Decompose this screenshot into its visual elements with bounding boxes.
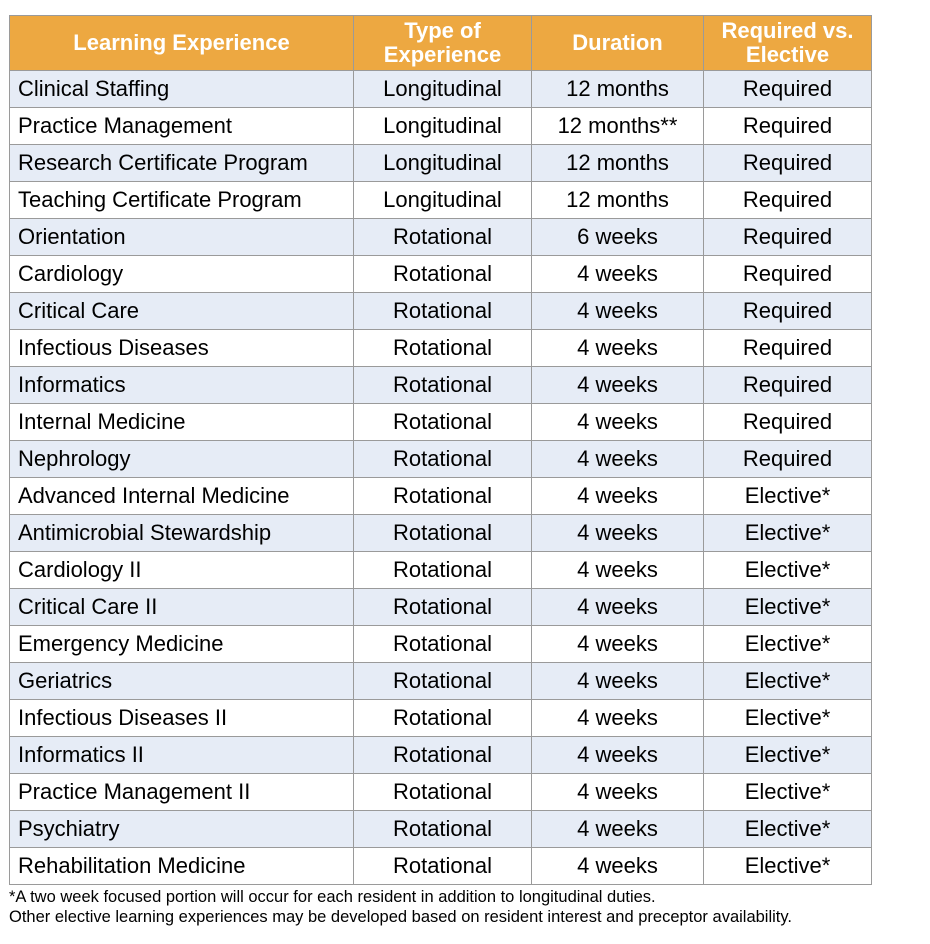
cell-duration: 12 months bbox=[532, 145, 704, 182]
table-row bbox=[10, 71, 872, 108]
cell-required-elective: Required bbox=[704, 441, 872, 478]
cell-type: Rotational bbox=[354, 478, 532, 515]
header-required-vs-elective: Required vs. Elective bbox=[704, 16, 872, 71]
cell-duration: 4 weeks bbox=[532, 330, 704, 367]
cell-required-elective: Required bbox=[704, 293, 872, 330]
cell-type: Rotational bbox=[354, 811, 532, 848]
cell-learning-experience: Informatics bbox=[10, 367, 354, 404]
table-row bbox=[10, 404, 872, 441]
cell-type: Rotational bbox=[354, 219, 532, 256]
cell-learning-experience: Infectious Diseases II bbox=[10, 700, 354, 737]
cell-type: Rotational bbox=[354, 293, 532, 330]
cell-required-elective: Elective* bbox=[704, 848, 872, 885]
footnote-other-electives: Other elective learning experiences may be developed based on resident interest and preceptor availability. bbox=[9, 908, 792, 926]
cell-duration: 12 months bbox=[532, 71, 704, 108]
cell-type: Longitudinal bbox=[354, 108, 532, 145]
cell-type: Longitudinal bbox=[354, 145, 532, 182]
cell-required-elective: Required bbox=[704, 219, 872, 256]
cell-duration: 12 months bbox=[532, 182, 704, 219]
cell-duration: 4 weeks bbox=[532, 811, 704, 848]
table-row bbox=[10, 256, 872, 293]
cell-duration: 4 weeks bbox=[532, 404, 704, 441]
cell-required-elective: Elective* bbox=[704, 478, 872, 515]
cell-required-elective: Required bbox=[704, 108, 872, 145]
cell-learning-experience: Critical Care bbox=[10, 293, 354, 330]
table-row bbox=[10, 330, 872, 367]
cell-duration: 4 weeks bbox=[532, 737, 704, 774]
cell-type: Rotational bbox=[354, 441, 532, 478]
cell-learning-experience: Teaching Certificate Program bbox=[10, 182, 354, 219]
cell-required-elective: Required bbox=[704, 256, 872, 293]
table-row bbox=[10, 737, 872, 774]
cell-learning-experience: Antimicrobial Stewardship bbox=[10, 515, 354, 552]
footnotes bbox=[9, 887, 792, 927]
cell-duration: 4 weeks bbox=[532, 441, 704, 478]
cell-learning-experience: Psychiatry bbox=[10, 811, 354, 848]
table-row bbox=[10, 515, 872, 552]
table-row bbox=[10, 848, 872, 885]
cell-duration: 4 weeks bbox=[532, 552, 704, 589]
cell-type: Rotational bbox=[354, 737, 532, 774]
cell-duration: 4 weeks bbox=[532, 367, 704, 404]
cell-required-elective: Elective* bbox=[704, 552, 872, 589]
header-type-of-experience: Type of Experience bbox=[354, 16, 532, 71]
cell-learning-experience: Advanced Internal Medicine bbox=[10, 478, 354, 515]
cell-duration: 12 months** bbox=[532, 108, 704, 145]
cell-duration: 6 weeks bbox=[532, 219, 704, 256]
cell-type: Rotational bbox=[354, 404, 532, 441]
cell-duration: 4 weeks bbox=[532, 478, 704, 515]
cell-learning-experience: Practice Management II bbox=[10, 774, 354, 811]
cell-learning-experience: Orientation bbox=[10, 219, 354, 256]
table-row bbox=[10, 367, 872, 404]
cell-type: Rotational bbox=[354, 589, 532, 626]
cell-required-elective: Elective* bbox=[704, 700, 872, 737]
cell-type: Rotational bbox=[354, 552, 532, 589]
cell-type: Rotational bbox=[354, 663, 532, 700]
table-row bbox=[10, 626, 872, 663]
cell-type: Rotational bbox=[354, 774, 532, 811]
cell-required-elective: Elective* bbox=[704, 737, 872, 774]
cell-learning-experience: Geriatrics bbox=[10, 663, 354, 700]
cell-learning-experience: Emergency Medicine bbox=[10, 626, 354, 663]
table-row bbox=[10, 552, 872, 589]
table-row bbox=[10, 108, 872, 145]
header-duration: Duration bbox=[532, 16, 704, 71]
table-row bbox=[10, 478, 872, 515]
cell-duration: 4 weeks bbox=[532, 626, 704, 663]
cell-duration: 4 weeks bbox=[532, 293, 704, 330]
cell-duration: 4 weeks bbox=[532, 256, 704, 293]
cell-learning-experience: Cardiology II bbox=[10, 552, 354, 589]
table-row bbox=[10, 145, 872, 182]
table-row bbox=[10, 700, 872, 737]
cell-type: Rotational bbox=[354, 848, 532, 885]
cell-duration: 4 weeks bbox=[532, 515, 704, 552]
cell-type: Rotational bbox=[354, 700, 532, 737]
table-header-row bbox=[10, 16, 872, 71]
cell-required-elective: Elective* bbox=[704, 663, 872, 700]
table-row bbox=[10, 293, 872, 330]
cell-duration: 4 weeks bbox=[532, 663, 704, 700]
table-row bbox=[10, 182, 872, 219]
cell-duration: 4 weeks bbox=[532, 589, 704, 626]
cell-type: Longitudinal bbox=[354, 71, 532, 108]
table-row bbox=[10, 441, 872, 478]
cell-type: Longitudinal bbox=[354, 182, 532, 219]
table-row bbox=[10, 663, 872, 700]
cell-required-elective: Required bbox=[704, 145, 872, 182]
table-row bbox=[10, 811, 872, 848]
cell-type: Rotational bbox=[354, 330, 532, 367]
cell-required-elective: Required bbox=[704, 404, 872, 441]
cell-learning-experience: Infectious Diseases bbox=[10, 330, 354, 367]
table-row bbox=[10, 774, 872, 811]
header-learning-experience: Learning Experience bbox=[10, 16, 354, 71]
cell-type: Rotational bbox=[354, 515, 532, 552]
table-row bbox=[10, 589, 872, 626]
cell-learning-experience: Rehabilitation Medicine bbox=[10, 848, 354, 885]
cell-learning-experience: Informatics II bbox=[10, 737, 354, 774]
table-row bbox=[10, 219, 872, 256]
cell-learning-experience: Internal Medicine bbox=[10, 404, 354, 441]
cell-learning-experience: Critical Care II bbox=[10, 589, 354, 626]
cell-required-elective: Required bbox=[704, 330, 872, 367]
cell-required-elective: Elective* bbox=[704, 589, 872, 626]
cell-required-elective: Elective* bbox=[704, 774, 872, 811]
learning-experiences-table bbox=[9, 15, 872, 885]
footnote-elective: *A two week focused portion will occur for each resident in addition to longitudinal duties. bbox=[9, 888, 656, 906]
cell-type: Rotational bbox=[354, 367, 532, 404]
cell-required-elective: Required bbox=[704, 71, 872, 108]
cell-learning-experience: Cardiology bbox=[10, 256, 354, 293]
cell-type: Rotational bbox=[354, 256, 532, 293]
cell-duration: 4 weeks bbox=[532, 700, 704, 737]
cell-learning-experience: Nephrology bbox=[10, 441, 354, 478]
table-body bbox=[10, 71, 872, 885]
cell-learning-experience: Practice Management bbox=[10, 108, 354, 145]
cell-required-elective: Elective* bbox=[704, 626, 872, 663]
cell-type: Rotational bbox=[354, 626, 532, 663]
cell-duration: 4 weeks bbox=[532, 774, 704, 811]
cell-learning-experience: Research Certificate Program bbox=[10, 145, 354, 182]
cell-required-elective: Elective* bbox=[704, 515, 872, 552]
cell-required-elective: Required bbox=[704, 367, 872, 404]
cell-required-elective: Elective* bbox=[704, 811, 872, 848]
cell-duration: 4 weeks bbox=[532, 848, 704, 885]
cell-learning-experience: Clinical Staffing bbox=[10, 71, 354, 108]
cell-required-elective: Required bbox=[704, 182, 872, 219]
